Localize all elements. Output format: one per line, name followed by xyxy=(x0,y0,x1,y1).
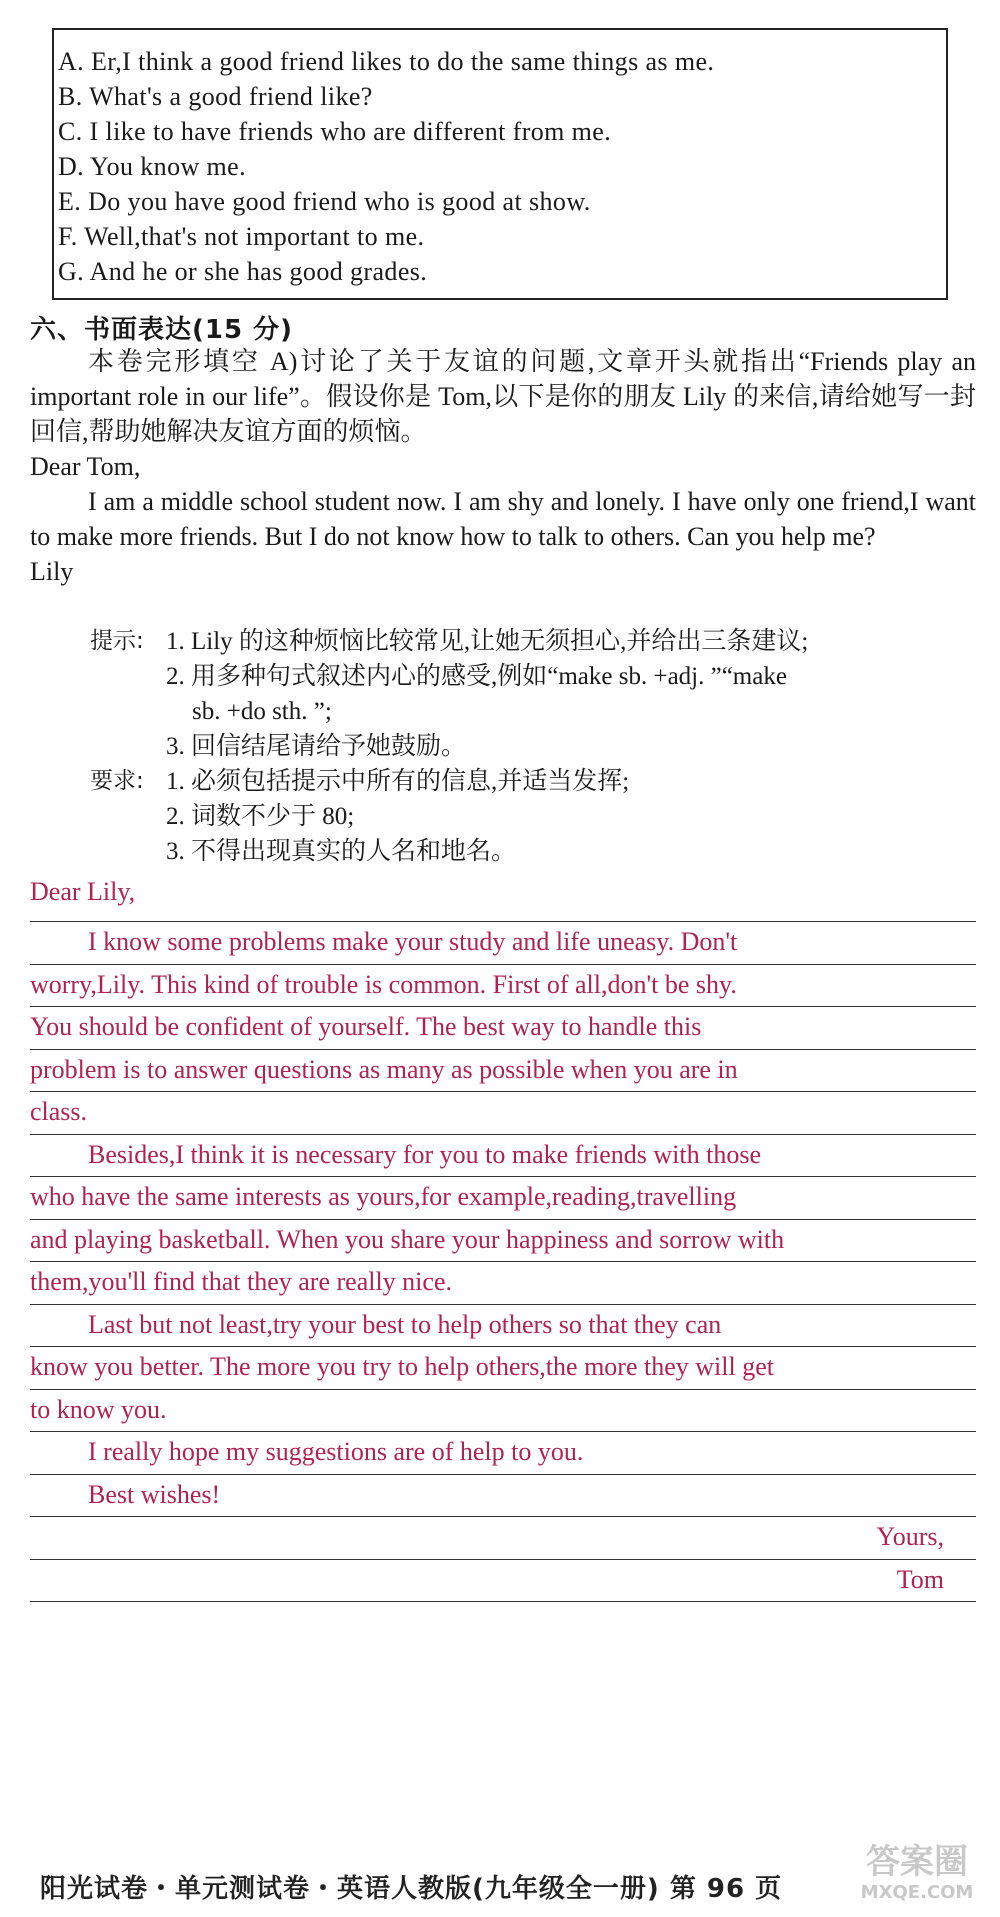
intro-text: 本卷完形填空 A)讨论了关于友谊的问题,文章开头就指出“Friends play an important role in our life”。假设你是 Tom,以下是你的朋友 Lily 的来信,请给她写一封回信,帮助她解决友谊方面的烦恼。 xyxy=(30,347,976,446)
answer-line: them,you'll find that they are really nice. xyxy=(30,1262,976,1305)
option-c: C. I like to have friends who are different from me. xyxy=(58,117,612,146)
answer-closing: Yours, xyxy=(30,1517,976,1560)
watermark xyxy=(842,1842,992,1912)
answer-line: worry,Lily. This kind of trouble is common. First of all,don't be shy. xyxy=(30,965,976,1008)
lily-letter xyxy=(30,449,976,589)
tip-item: 3. 回信结尾请给予她鼓励。 xyxy=(166,733,467,760)
answer-signature: Tom xyxy=(30,1560,976,1603)
tip-item: sb. +do sth. ”; xyxy=(192,698,332,725)
answer-line: problem is to answer questions as many as possible when you are in xyxy=(30,1050,976,1093)
answer-line: Best wishes! xyxy=(30,1475,976,1518)
section-intro xyxy=(30,344,976,449)
tip-row-1 xyxy=(90,624,980,659)
letter-body: I am a middle school student now. I am shy and lonely. I have only one friend,I want to make more friends. But I do not know how to talk to others. Can you help me? xyxy=(30,487,976,551)
letter-signature: Lily xyxy=(30,557,74,586)
answer-line: Last but not least,try your best to help others so that they can xyxy=(30,1305,976,1348)
option-e: E. Do you have good friend who is good at show. xyxy=(58,187,591,216)
option-a: A. Er,I think a good friend likes to do the same things as me. xyxy=(58,47,715,76)
requirement-item: 2. 词数不少于 80; xyxy=(166,803,355,830)
answer-line: to know you. xyxy=(30,1390,976,1433)
watermark-logo: 答案圈 xyxy=(866,1842,968,1882)
answer-line: know you better. The more you try to help others,the more they will get xyxy=(30,1347,976,1390)
answer-line: You should be confident of yourself. The best way to handle this xyxy=(30,1007,976,1050)
option-f: F. Well,that's not important to me. xyxy=(58,222,425,251)
tips-label: 提示: xyxy=(90,628,144,654)
options-box xyxy=(52,28,948,300)
option-d: D. You know me. xyxy=(58,152,247,181)
tip-item: 2. 用多种句式叙述内心的感受,例如“make sb. +adj. ”“make xyxy=(166,663,787,690)
answer-line: I really hope my suggestions are of help to you. xyxy=(30,1432,976,1475)
tip-row-2-cont xyxy=(90,694,980,729)
req-row-2 xyxy=(90,799,980,834)
letter-greeting: Dear Tom, xyxy=(30,452,141,481)
req-row-1 xyxy=(90,764,980,799)
answer-line: who have the same interests as yours,for example,reading,travelling xyxy=(30,1177,976,1220)
instructions xyxy=(90,624,980,869)
tip-row-3 xyxy=(90,729,980,764)
answer-letter xyxy=(30,872,976,1602)
requirement-item: 3. 不得出现真实的人名和地名。 xyxy=(166,838,517,865)
section-title: 六、书面表达(15 分) xyxy=(30,315,293,345)
answer-line: Dear Lily, xyxy=(30,872,976,922)
answer-line: Besides,I think it is necessary for you to make friends with those xyxy=(30,1135,976,1178)
option-g: G. And he or she has good grades. xyxy=(58,257,428,286)
requirement-item: 1. 必须包括提示中所有的信息,并适当发挥; xyxy=(166,768,630,795)
page-footer: 阳光试卷・单元测试卷・英语人教版(九年级全一册) 第 96 页 xyxy=(40,1874,783,1904)
tip-row-2 xyxy=(90,659,980,694)
requirements-label: 要求: xyxy=(90,768,144,794)
watermark-url: MXQE.COM xyxy=(860,1882,974,1903)
tip-item: 1. Lily 的这种烦恼比较常见,让她无须担心,并给出三条建议; xyxy=(166,628,809,655)
option-b: B. What's a good friend like? xyxy=(58,82,373,111)
answer-line: class. xyxy=(30,1092,976,1135)
req-row-3 xyxy=(90,834,980,869)
answer-line: and playing basketball. When you share your happiness and sorrow with xyxy=(30,1220,976,1263)
answer-line: I know some problems make your study and life uneasy. Don't xyxy=(30,922,976,965)
